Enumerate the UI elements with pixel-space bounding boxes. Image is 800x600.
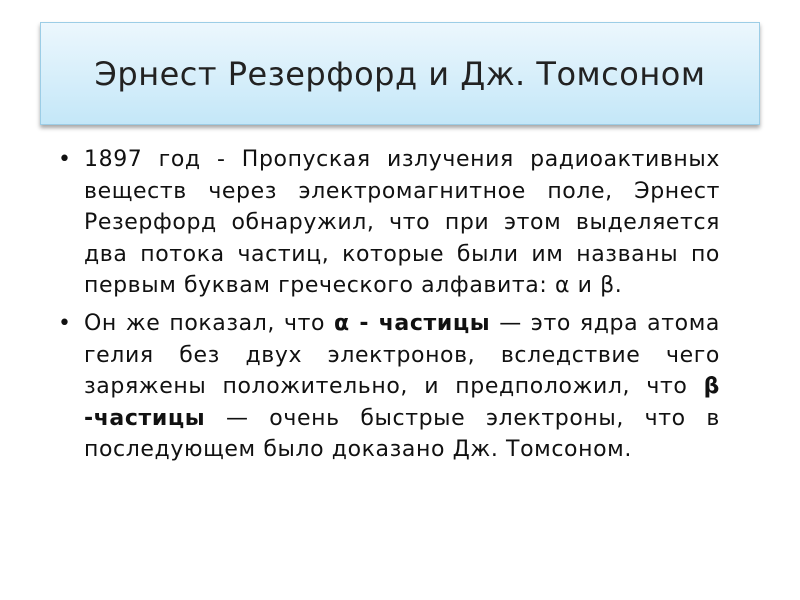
bullet-2-part-3: — очень быстрые электроны, что в последующем было доказано Дж. Томсоном. <box>84 405 720 463</box>
bullet-item-2 <box>58 308 720 466</box>
bullet-text-1: 1897 год - Пропуская излучения радиоактивных веществ через электромагнитное поле, Эрнест Резерфорд обнаружил, что при этом выделяется два потока частиц, которые были им названы по первым буквам греческого алфавита: α и β. <box>84 147 720 299</box>
beta-particles-term: β -частицы <box>84 374 720 431</box>
bullet-dot-icon: • <box>58 147 71 172</box>
title-box <box>40 22 760 125</box>
alpha-particles-term: α - частицы <box>334 310 491 336</box>
bullet-text-2 <box>84 308 720 466</box>
bullet-2-part-1: Он же показал, что <box>84 310 335 336</box>
bullet-dot-icon: • <box>58 310 71 336</box>
bullet-item-1 <box>58 144 720 302</box>
bullet-list <box>58 144 720 472</box>
slide-title: Эрнест Резерфорд и Дж. Томсоном <box>94 54 706 93</box>
bullet-2-part-2: — это ядра атома гелия без двух электронов, вследствие чего заряжены положительно, и предположил, что <box>84 310 720 400</box>
